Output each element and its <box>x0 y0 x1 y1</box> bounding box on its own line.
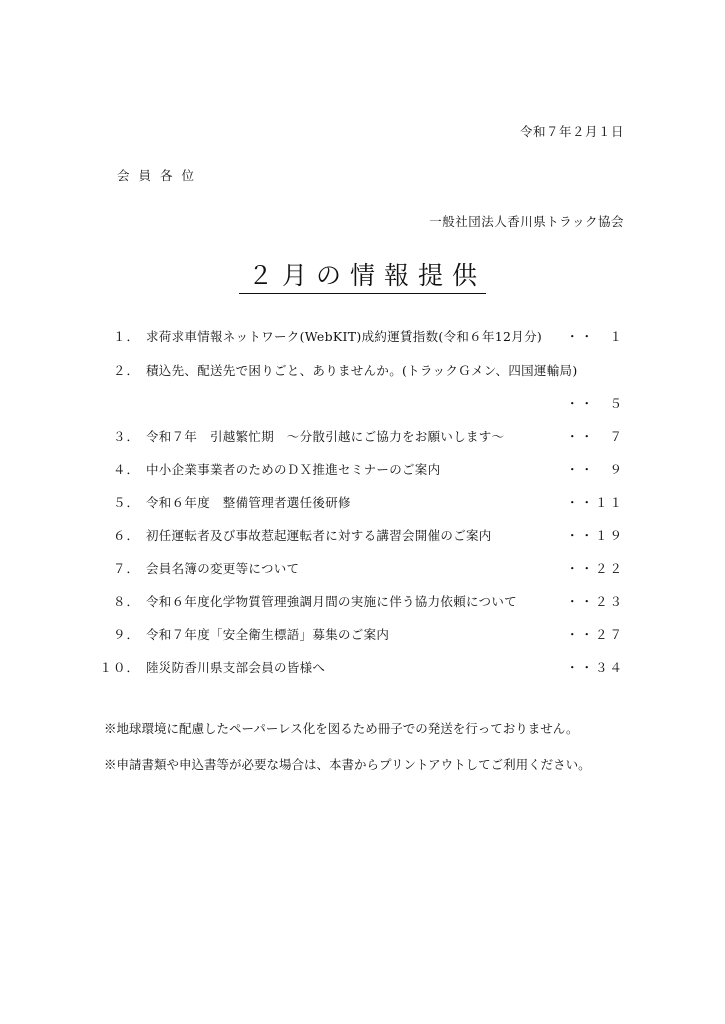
note-printout: ※申請書類や申込書等が必要な場合は、本書からプリントアウトしてご利用ください。 <box>104 757 591 772</box>
toc-item <box>0 625 725 645</box>
toc-item-page: ・・２２ <box>565 561 624 576</box>
toc-item-title: 令和６年度 整備管理者選任後研修 <box>146 495 351 510</box>
toc-item-number: ２． <box>112 363 140 378</box>
note-paperless: ※地球環境に配慮したペーパーレス化を図るため冊子での発送を行っておりません。 <box>104 721 579 736</box>
toc-item-number: １０． <box>99 660 140 675</box>
toc-item-number: １． <box>112 329 140 344</box>
toc-item-page: ・・１１ <box>565 495 624 510</box>
toc-item <box>0 526 725 546</box>
toc-item-title: 中小企業事業者のためのＤＸ推進セミナーのご案内 <box>146 462 441 477</box>
toc-item-title: 令和７年度「安全衛生標語」募集のご案内 <box>146 627 390 642</box>
toc-item <box>0 327 725 347</box>
toc-item-number: ５． <box>112 495 140 510</box>
toc-item-title: 積込先、配送先で困りごと、ありませんか。(トラックＧメン、四国運輸局) <box>146 363 578 378</box>
toc-item-page: ・・ ５ <box>565 396 624 411</box>
toc-item-number: ６． <box>112 528 140 543</box>
toc-item-number: ７． <box>112 561 140 576</box>
toc-item-number: ９． <box>112 627 140 642</box>
toc-item-page: ・・１９ <box>565 528 624 543</box>
toc-item <box>0 658 725 678</box>
toc-item <box>0 361 725 381</box>
page-title: ２月の情報提供 <box>239 256 486 294</box>
toc-item-title: 令和７年 引越繁忙期 ～分散引越にご協力をお願いします～ <box>146 429 505 444</box>
toc-item-page: ・・３４ <box>565 660 624 675</box>
page-title-container <box>0 256 725 294</box>
toc-item <box>0 493 725 513</box>
toc-item-page: ・・ ９ <box>565 462 624 477</box>
sender: 一般社団法人香川県トラック協会 <box>429 214 624 229</box>
toc-item-title: 求荷求車情報ネットワーク(WebKIT)成約運賃指数(令和６年12月分) <box>146 329 543 344</box>
toc-item-continuation <box>0 394 725 414</box>
toc-item-number: ４． <box>112 462 140 477</box>
toc-item <box>0 460 725 480</box>
toc-item-number: ８． <box>112 594 140 609</box>
date: 令和７年２月１日 <box>519 124 624 139</box>
toc-item-title: 陸災防香川県支部会員の皆様へ <box>146 660 326 675</box>
toc-item-title: 会員名簿の変更等について <box>146 561 300 576</box>
toc-item <box>0 559 725 579</box>
toc-item-title: 令和６年度化学物質管理強調月間の実施に伴う協力依頼について <box>146 594 517 609</box>
toc-item-number: ３． <box>112 429 140 444</box>
toc-item-page: ・・ ７ <box>565 429 624 444</box>
toc-item-page: ・・２３ <box>565 594 624 609</box>
toc-item <box>0 592 725 612</box>
toc-item-title: 初任運転者及び事故惹起運転者に対する講習会開催のご案内 <box>146 528 492 543</box>
toc-item <box>0 427 725 447</box>
toc-item-page: ・・２７ <box>565 627 624 642</box>
recipients: 会員各位 <box>117 168 204 183</box>
toc-item-page: ・・ １ <box>565 329 624 344</box>
